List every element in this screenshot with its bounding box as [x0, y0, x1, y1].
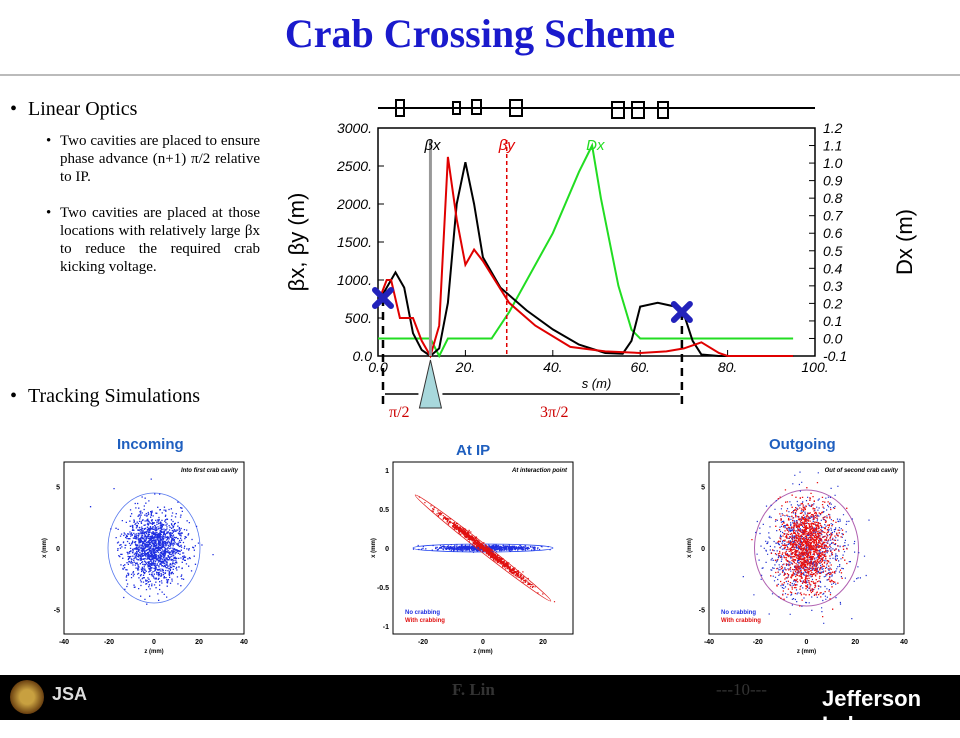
- panel-ylabel: x (mm): [687, 538, 693, 558]
- panel-x-tick: -20: [752, 639, 763, 646]
- y-right-tick-label: 1.1: [823, 137, 843, 154]
- ip-marker: [419, 360, 441, 408]
- panel-y-tick: 1: [385, 467, 389, 475]
- y-right-tick-label: 0.5: [823, 242, 843, 259]
- y-right-tick-label: 0.4: [823, 260, 843, 277]
- y-right-tick-label: 1.0: [823, 155, 843, 172]
- panel-label-outgoing: Outgoing: [769, 436, 836, 453]
- series-beta-x: [378, 162, 793, 356]
- panel-x-tick: 40: [240, 639, 248, 646]
- y-right-tick-label: 0.1: [823, 312, 843, 329]
- panel-x-tick: -20: [103, 639, 115, 646]
- chart-curves: [378, 137, 793, 356]
- y-right-tick-label: 0.7: [823, 207, 843, 224]
- panel-y-tick: 5: [56, 484, 60, 492]
- y-left-tick-label: 0.0: [352, 348, 372, 364]
- panel-x-tick: 20: [195, 639, 203, 646]
- y-right-axis-label: Dx (m): [892, 209, 917, 275]
- tracking-panel-1: [371, 462, 573, 655]
- panel-y-tick: 0: [56, 546, 60, 553]
- lattice-elements: [378, 100, 815, 118]
- page-title: Crab Crossing Scheme: [284, 11, 676, 56]
- panel-y-tick: -0.5: [376, 585, 389, 593]
- y-left-tick-label: 500.: [344, 310, 372, 326]
- series-dx: [378, 146, 793, 357]
- x-tick-label: 20.: [455, 359, 476, 375]
- panel-legend-no-crab: No crabbing: [721, 610, 757, 616]
- panel-legend-crab: With crabbing: [405, 618, 445, 624]
- x-axis-label: s (m): [581, 376, 612, 391]
- x-tick-label: 60.: [630, 359, 650, 375]
- jefferson-lab-logo: Jefferson Lab: [822, 686, 922, 737]
- panel-x-tick: 20: [851, 639, 860, 646]
- panel-label-at-ip: At IP: [456, 442, 491, 459]
- optics-chart: [280, 92, 960, 422]
- panel-x-tick: -20: [417, 639, 429, 646]
- y-right-tick-label: 0.3: [823, 277, 843, 294]
- panel-inner-title: Into first crab cavity: [180, 468, 238, 474]
- panel-y-tick: 0.5: [379, 506, 389, 514]
- tracking-panel-0: [42, 462, 248, 655]
- panel-ylabel: x (mm): [42, 538, 48, 558]
- panel-x-tick: 0: [804, 639, 809, 646]
- x-tick-label: 0.0: [368, 359, 388, 375]
- panel-y-tick: 5: [701, 484, 705, 492]
- panel-x-tick: 0: [152, 639, 156, 646]
- panel-x-tick: -40: [58, 639, 70, 646]
- y-left-axis-label: βx, βy (m): [284, 192, 309, 292]
- x-tick-label: 40.: [543, 359, 563, 375]
- x-tick-label: 100.: [801, 359, 829, 375]
- y-right-tick-label: 0.9: [823, 172, 843, 189]
- panel-ylabel: x (mm): [371, 538, 377, 558]
- y-left-tick-label: 2000.: [336, 196, 372, 212]
- legend-entry: βx: [424, 137, 441, 154]
- legend-entry: Dx: [586, 137, 605, 154]
- doe-seal-logo: [10, 680, 44, 714]
- y-right-tick-label: 1.2: [823, 120, 843, 136]
- jsa-logo: JSA: [52, 684, 88, 704]
- bullet-tracking: • Tracking Simulations: [12, 385, 200, 408]
- panel-label-incoming: Incoming: [117, 436, 184, 453]
- y-right-tick-label: 0.6: [823, 225, 843, 242]
- phase-label-3pi-half: 3π/2: [540, 404, 569, 421]
- panel-inner-title: Out of second crab cavity: [824, 468, 898, 474]
- bullet-linear-optics: • Linear Optics: [12, 98, 137, 121]
- y-left-tick-label: 1000.: [336, 272, 372, 288]
- y-right-tick-label: 0.2: [823, 295, 843, 312]
- sub-bullet-large-beta: • Two cavities are placed at those locations with relatively large βx to reduce the required crab kicking voltage.: [60, 204, 260, 276]
- y-right-tick-label: -0.1: [823, 348, 848, 364]
- tracking-panels: [0, 450, 960, 675]
- panel-y-tick: 0: [701, 546, 705, 553]
- x-tick-label: 80.: [717, 359, 738, 375]
- footer-author: F. Lin: [452, 680, 495, 699]
- panel-xlabel: z (mm): [144, 649, 164, 655]
- panel-x-tick: 20: [539, 639, 547, 646]
- phase-label-pi-half: π/2: [389, 404, 410, 421]
- sub-bullet-phase-advance: • Two cavities are placed to ensure phase advance (n+1) π/2 relative to IP.: [60, 132, 260, 186]
- series-beta-y: [378, 157, 793, 356]
- panel-y-tick: -1: [382, 624, 389, 632]
- panel-x-tick: -40: [703, 639, 715, 646]
- panel-xlabel: z (mm): [473, 649, 493, 655]
- panel-y-tick: 0: [385, 546, 389, 553]
- footer-page-number: ---10---: [716, 680, 767, 699]
- panel-inner-title: At interaction point: [512, 468, 567, 474]
- panel-legend-no-crab: No crabbing: [405, 610, 441, 616]
- panel-y-tick: -5: [53, 607, 60, 615]
- tracking-panel-2: [687, 462, 908, 655]
- y-left-tick-label: 1500.: [336, 234, 372, 250]
- panel-x-tick: 40: [900, 639, 908, 646]
- panel-x-tick: 0: [481, 639, 485, 646]
- panel-legend-crab: With crabbing: [721, 618, 761, 624]
- panel-xlabel: z (mm): [796, 649, 817, 655]
- y-right-tick-label: 0.0: [823, 330, 843, 347]
- y-left-tick-label: 2500.: [336, 158, 372, 174]
- y-right-tick-label: 0.8: [823, 190, 843, 207]
- panel-y-tick: -5: [698, 607, 705, 615]
- y-left-tick-label: 3000.: [336, 120, 372, 136]
- legend-entry: βy: [498, 137, 515, 154]
- title-divider: [0, 74, 960, 76]
